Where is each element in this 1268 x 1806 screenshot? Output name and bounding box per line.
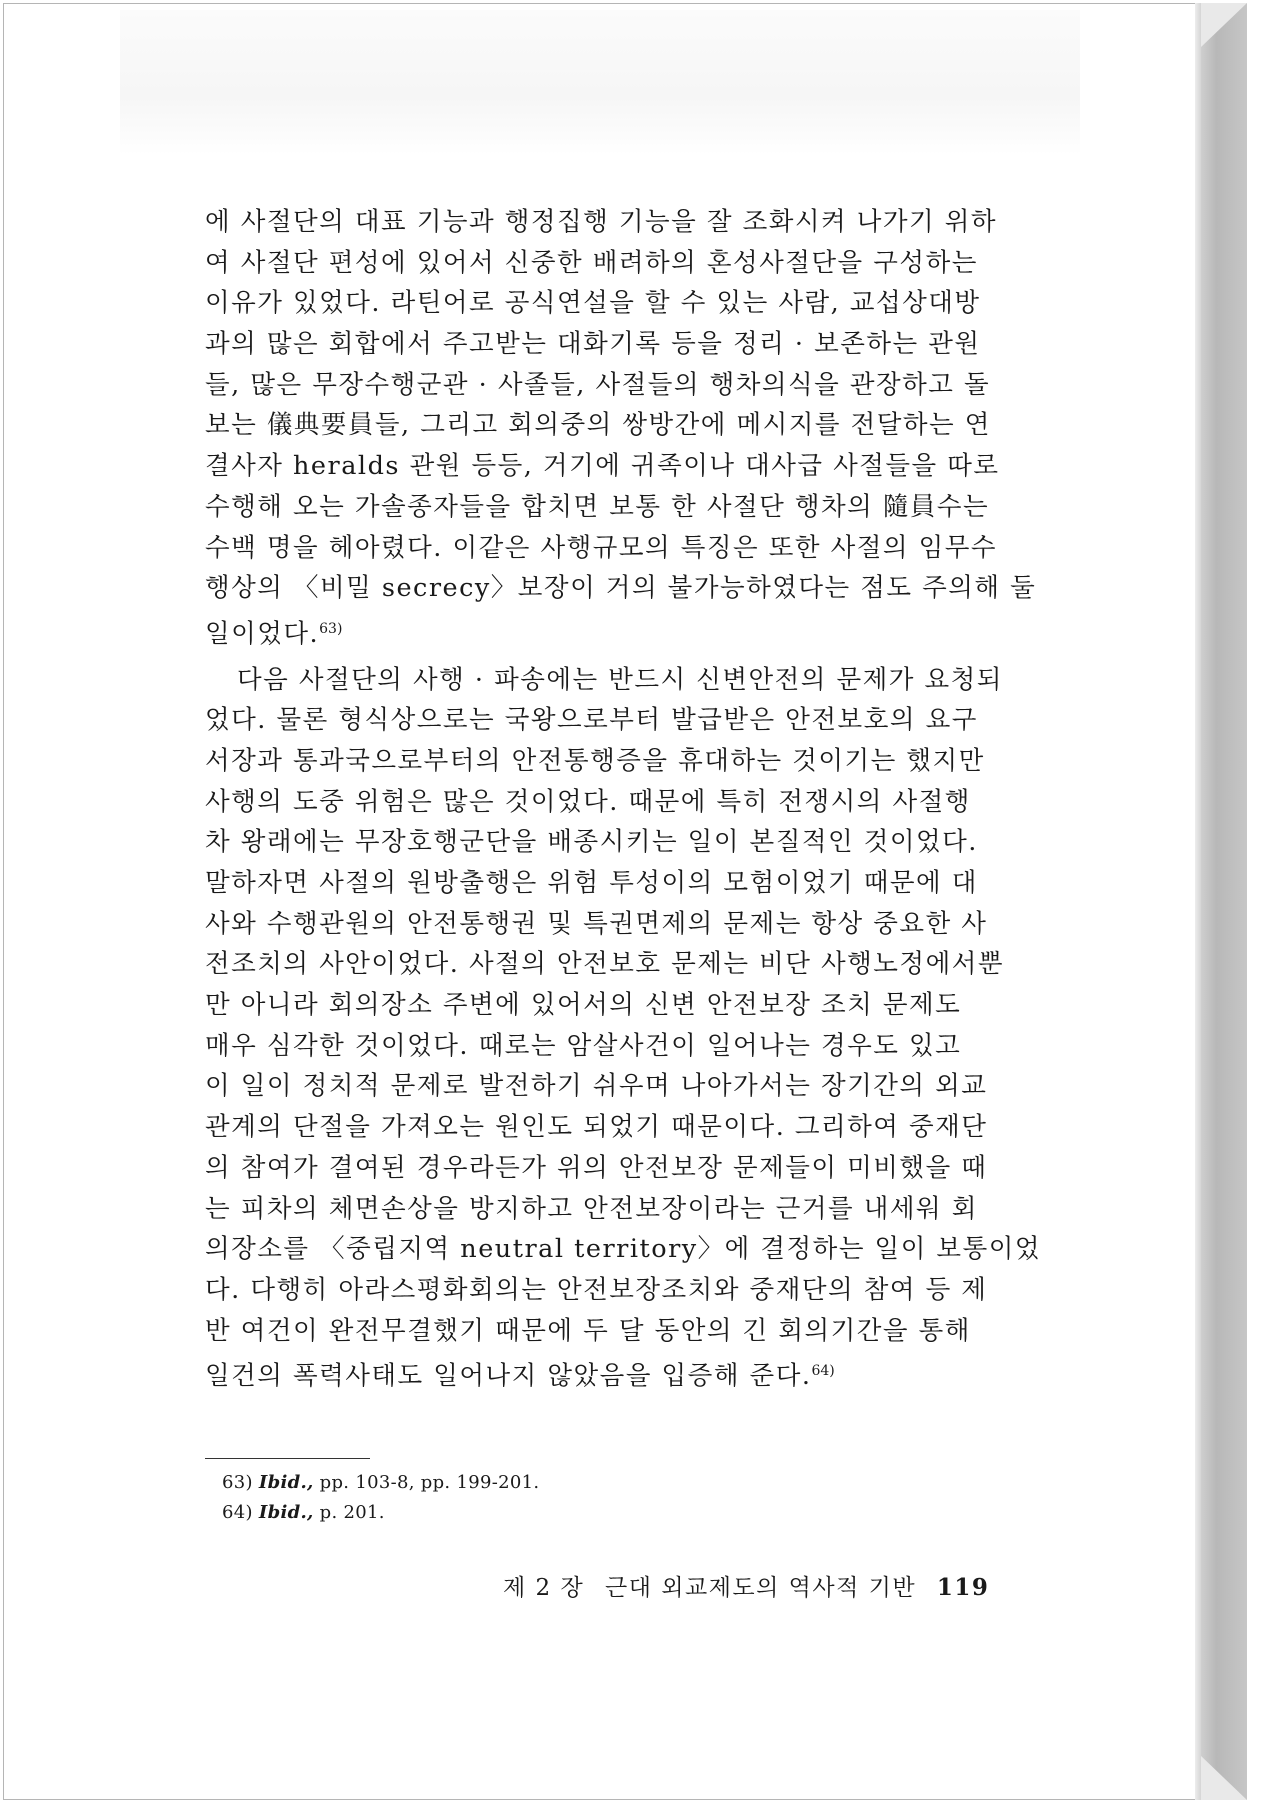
text-line: 다. 다행히 아라스평화회의는 안전보장조치와 중재단의 참여 등 제 <box>205 1274 988 1305</box>
text-line: 서장과 통과국으로부터의 안전통행증을 휴대하는 것이기는 했지만 <box>205 745 985 776</box>
text-line: 말하자면 사절의 원방출행은 위험 투성이의 모험이었기 때문에 대 <box>205 868 978 898</box>
footnote-pages: p. 201. <box>313 1502 385 1523</box>
footnote-ref-63[interactable]: 63) <box>319 620 343 637</box>
text-line: 수백 명을 헤아렸다. 이같은 사행규모의 특징은 또한 사절의 임무수 <box>205 532 998 563</box>
chapter-label: 제 2 장 <box>503 1575 585 1601</box>
book-spine-top-bevel <box>1200 3 1247 48</box>
paragraph-1 <box>205 202 1150 650</box>
footnote-source: Ibid., <box>258 1502 314 1523</box>
text-line: 들, 많은 무장수행군관 · 사졸들, 사절들의 행차의식을 관장하고 돌 <box>205 369 991 400</box>
text-line: 의장소를 〈중립지역 neutral territory〉에 결정하는 일이 보통이었 <box>205 1234 1041 1265</box>
footnote-ref-64[interactable]: 64) <box>811 1363 835 1380</box>
text-line: 과의 많은 회합에서 주고받는 대화기록 등을 정리 · 보존하는 관원 <box>205 329 981 360</box>
text-line: 었다. 물론 형식상으로는 국왕으로부터 발급받은 안전보호의 요구 <box>205 705 978 736</box>
text-line: 행상의 〈비밀 secrecy〉보장이 거의 불가능하였다는 점도 주의해 둘 <box>205 573 1037 604</box>
text-line-content: 일건의 폭력사태도 일어나지 않았음을 입증해 준다. <box>205 1361 812 1392</box>
scan-top-margin <box>120 10 1080 155</box>
text-line: 차 왕래에는 무장호행군단을 배종시키는 일이 본질적인 것이었다. <box>205 827 978 858</box>
text-line: 이유가 있었다. 라틴어로 공식연설을 할 수 있는 사람, 교섭상대방 <box>205 288 981 319</box>
footnote-divider <box>205 1458 370 1459</box>
text-line: 관계의 단절을 가져오는 원인도 되었기 때문이다. 그리하여 중재단 <box>205 1112 988 1143</box>
text-line: 반 여건이 완전무결했기 때문에 두 달 동안의 긴 회의기간을 통해 <box>205 1315 971 1346</box>
text-line <box>205 1351 1150 1392</box>
body-text <box>205 202 1150 1392</box>
page-number: 119 <box>936 1574 990 1601</box>
text-line: 수행해 오는 가솔종자들을 합치면 보통 한 사절단 행차의 隨員수는 <box>205 491 990 522</box>
text-line: 이 일이 정치적 문제로 발전하기 쉬우며 나아가서는 장기간의 외교 <box>205 1071 988 1102</box>
text-line-content: 일이었다. <box>205 618 320 649</box>
footnote-number: 63) <box>222 1472 253 1493</box>
text-line <box>205 609 1150 650</box>
text-line: 결사자 heralds 관원 등등, 거기에 귀족이나 대사급 사절들을 따로 <box>205 451 1000 482</box>
text-line: 에 사절단의 대표 기능과 행정집행 기능을 잘 조화시켜 나가기 위하 <box>205 207 998 237</box>
text-line: 사와 수행관원의 안전통행권 및 특권면제의 문제는 항상 중요한 사 <box>205 908 988 939</box>
footnote-source: Ibid., <box>258 1472 314 1493</box>
text-line: 의 참여가 결여된 경우라든가 위의 안전보장 문제들이 미비했을 때 <box>205 1152 988 1183</box>
text-line: 만 아니라 회의장소 주변에 있어서의 신변 안전보장 조치 문제도 <box>205 990 962 1021</box>
footnote-number: 64) <box>222 1502 253 1523</box>
text-line: 전조치의 사안이었다. 사절의 안전보호 문제는 비단 사행노정에서뿐 <box>205 949 1004 980</box>
book-page <box>120 0 1080 1806</box>
text-line: 매우 심각한 것이었다. 때로는 암살사건이 일어나는 경우도 있고 <box>205 1030 962 1061</box>
text-line: 사행의 도중 위험은 많은 것이었다. 때문에 특히 전쟁시의 사절행 <box>205 786 971 817</box>
book-spine-bottom-bevel <box>1200 1755 1247 1800</box>
text-line: 는 피차의 체면손상을 방지하고 안전보장이라는 근거를 내세워 회 <box>205 1193 978 1224</box>
text-line: 보는 儀典要員들, 그리고 회의중의 쌍방간에 메시지를 전달하는 연 <box>205 410 991 441</box>
page-edge-shadow <box>1195 3 1201 1800</box>
footnotes <box>222 1468 539 1528</box>
text-line: 여 사절단 편성에 있어서 신중한 배려하의 혼성사절단을 구성하는 <box>205 247 978 278</box>
footnote-pages: pp. 103-8, pp. 199-201. <box>313 1472 540 1493</box>
footnote-64 <box>222 1498 539 1528</box>
book-spine <box>1200 3 1247 1800</box>
text-line: 다음 사절단의 사행 · 파송에는 반드시 신변안전의 문제가 요청되 <box>237 664 1003 695</box>
paragraph-2 <box>205 660 1150 1392</box>
footnote-63 <box>222 1468 539 1498</box>
running-footer <box>503 1569 989 1602</box>
chapter-title: 근대 외교제도의 역사적 기반 <box>605 1575 917 1601</box>
